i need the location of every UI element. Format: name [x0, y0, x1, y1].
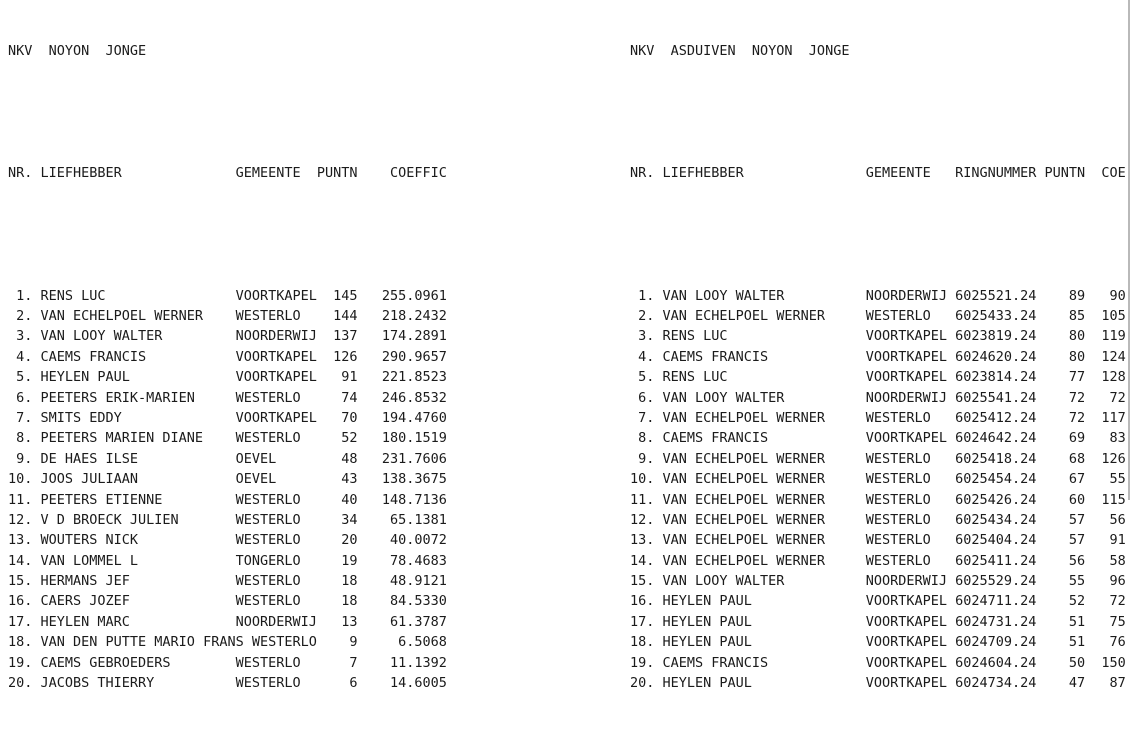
table-row: 8. CAEMS FRANCIS VOORTKAPEL 6024642.24 69 83 — [630, 430, 1126, 447]
table-row: 17. HEYLEN PAUL VOORTKAPEL 6024731.24 51 75 — [630, 613, 1126, 630]
table-row: 9. VAN ECHELPOEL WERNER WESTERLO 6025418.24 68 126 — [630, 450, 1126, 467]
table-row: 1. VAN LOOY WALTER NOORDERWIJ 6025521.24 89 90 — [630, 287, 1126, 304]
table-row: 3. VAN LOOY WALTER NOORDERWIJ 137 174.2891 — [8, 328, 447, 345]
window-edge-divider — [1128, 0, 1130, 500]
table-row: 3. RENS LUC VOORTKAPEL 6023819.24 80 119 — [630, 328, 1126, 345]
table-row: 8. PEETERS MARIEN DIANE WESTERLO 52 180.1519 — [8, 430, 447, 447]
table-row: 2. VAN ECHELPOEL WERNER WESTERLO 144 218.2432 — [8, 308, 447, 325]
table-row: 19. CAEMS FRANCIS VOORTKAPEL 6024604.24 50 150 — [630, 654, 1126, 671]
table-row: 9. DE HAES ILSE OEVEL 48 231.7606 — [8, 450, 447, 467]
table-row: 19. CAEMS GEBROEDERS WESTERLO 7 11.1392 — [8, 654, 447, 671]
table-row: 17. HEYLEN MARC NOORDERWIJ 13 61.3787 — [8, 613, 447, 630]
blank-line — [8, 102, 447, 122]
results-table-noyon-jonge — [8, 0, 447, 734]
table-row: 18. VAN DEN PUTTE MARIO FRANS WESTERLO 9 6.5068 — [8, 634, 447, 651]
table-row: 12. VAN ECHELPOEL WERNER WESTERLO 6025434.24 57 56 — [630, 511, 1126, 528]
table-row: 2. VAN ECHELPOEL WERNER WESTERLO 6025433.24 85 105 — [630, 308, 1126, 325]
table-title: NKV ASDUIVEN NOYON JONGE — [630, 42, 850, 59]
table-row: 15. HERMANS JEF WESTERLO 18 48.9121 — [8, 573, 447, 590]
table-row: 7. SMITS EDDY VOORTKAPEL 70 194.4760 — [8, 409, 447, 426]
table-row: 14. VAN ECHELPOEL WERNER WESTERLO 6025411.24 56 58 — [630, 552, 1126, 569]
table-row: 20. HEYLEN PAUL VOORTKAPEL 6024734.24 47 87 — [630, 675, 1126, 692]
table-row: 16. CAERS JOZEF WESTERLO 18 84.5330 — [8, 593, 447, 610]
table-row: 13. WOUTERS NICK WESTERLO 20 40.0072 — [8, 532, 447, 549]
table-row: 1. RENS LUC VOORTKAPEL 145 255.0961 — [8, 287, 447, 304]
blank-line — [630, 102, 1126, 122]
table-row: 11. PEETERS ETIENNE WESTERLO 40 148.7136 — [8, 491, 447, 508]
table-header: NR. LIEFHEBBER GEMEENTE RINGNUMMER PUNTN COE — [630, 165, 1126, 182]
table-header: NR. LIEFHEBBER GEMEENTE PUNTN COEFFIC — [8, 165, 447, 182]
table-row: 5. RENS LUC VOORTKAPEL 6023814.24 77 128 — [630, 369, 1126, 386]
table-title: NKV NOYON JONGE — [8, 42, 147, 59]
table-row: 6. PEETERS ERIK-MARIEN WESTERLO 74 246.8532 — [8, 389, 447, 406]
table-row: 11. VAN ECHELPOEL WERNER WESTERLO 6025426.24 60 115 — [630, 491, 1126, 508]
table-row: 4. CAEMS FRANCIS VOORTKAPEL 6024620.24 80 124 — [630, 348, 1126, 365]
blank-line — [630, 224, 1126, 244]
table-row: 12. V D BROECK JULIEN WESTERLO 34 65.1381 — [8, 511, 447, 528]
table-row: 20. JACOBS THIERRY WESTERLO 6 14.6005 — [8, 675, 447, 692]
table-rows — [8, 286, 447, 694]
table-row: 4. CAEMS FRANCIS VOORTKAPEL 126 290.9657 — [8, 348, 447, 365]
table-row: 5. HEYLEN PAUL VOORTKAPEL 91 221.8523 — [8, 369, 447, 386]
table-row: 7. VAN ECHELPOEL WERNER WESTERLO 6025412.24 72 117 — [630, 409, 1126, 426]
table-row: 14. VAN LOMMEL L TONGERLO 19 78.4683 — [8, 552, 447, 569]
table-row: 18. HEYLEN PAUL VOORTKAPEL 6024709.24 51 76 — [630, 634, 1126, 651]
table-row: 10. VAN ECHELPOEL WERNER WESTERLO 6025454.24 67 55 — [630, 471, 1126, 488]
table-row: 10. JOOS JULIAAN OEVEL 43 138.3675 — [8, 471, 447, 488]
blank-line — [8, 224, 447, 244]
results-table-asduiven-noyon-jonge — [630, 0, 1126, 734]
table-row: 13. VAN ECHELPOEL WERNER WESTERLO 6025404.24 57 91 — [630, 532, 1126, 549]
table-row: 15. VAN LOOY WALTER NOORDERWIJ 6025529.24 55 96 — [630, 573, 1126, 590]
table-row: 16. HEYLEN PAUL VOORTKAPEL 6024711.24 52 72 — [630, 593, 1126, 610]
table-rows — [630, 286, 1126, 694]
table-row: 6. VAN LOOY WALTER NOORDERWIJ 6025541.24 72 72 — [630, 389, 1126, 406]
